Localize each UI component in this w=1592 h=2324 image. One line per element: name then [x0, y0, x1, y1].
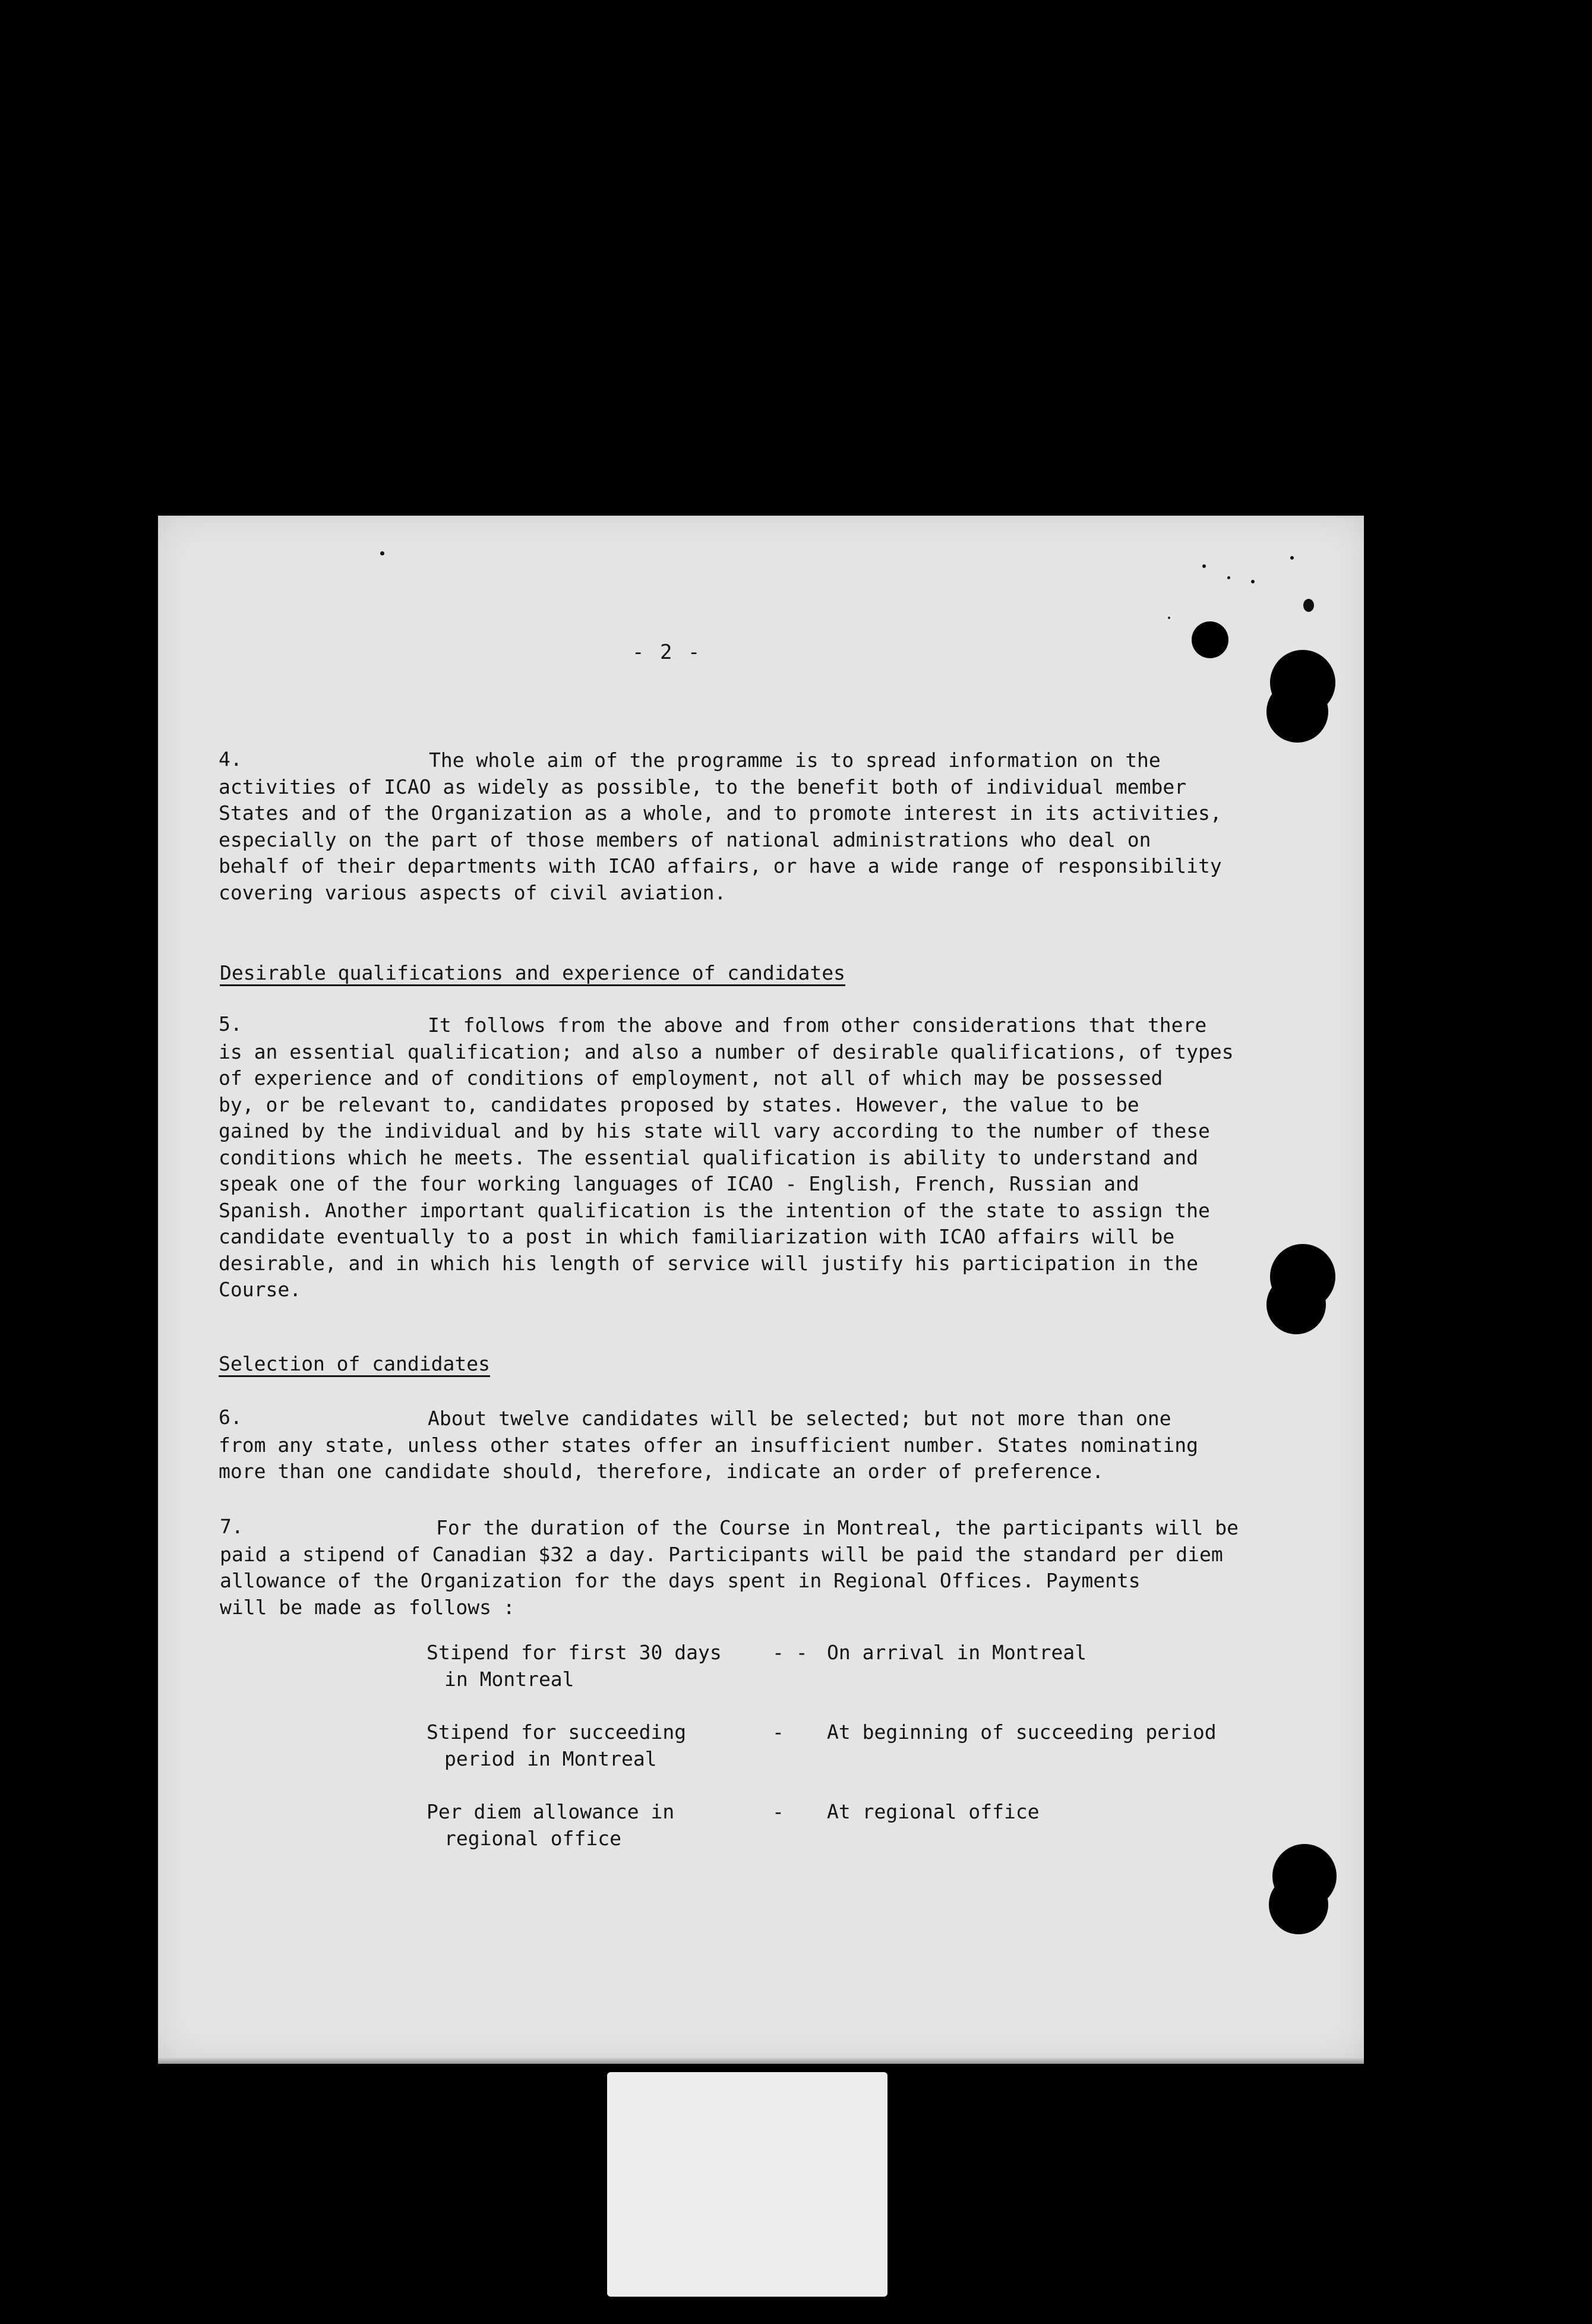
payment-item: Stipend for succeeding	[427, 1720, 687, 1744]
paragraph-line: desirable, and in which his length of service will justify his participation in the	[219, 1251, 1199, 1275]
payment-item: period in Montreal	[444, 1747, 657, 1770]
payment-row	[427, 1640, 722, 1693]
page-edge	[158, 2058, 1364, 2064]
paragraph-line: gained by the individual and by his state will vary according to the number of these	[219, 1119, 1210, 1142]
paragraph-line: conditions which he meets. The essential qualification is ability to understand and	[219, 1145, 1199, 1169]
paragraph-line: candidate eventually to a post in which familiarization with ICAO affairs will be	[219, 1225, 1175, 1248]
punch-hole	[1192, 621, 1228, 658]
paragraph-line: The whole aim of the programme is to spread information on the	[429, 749, 1161, 772]
paragraph-number: 4.	[219, 747, 242, 771]
paragraph-4	[219, 747, 1264, 906]
paragraph-6	[219, 1406, 1264, 1485]
payment-item: in Montreal	[444, 1667, 574, 1691]
speck	[1303, 599, 1314, 612]
paragraph-line: speak one of the four working languages of ICAO - English, French, Russian and	[219, 1172, 1139, 1195]
paragraph-7	[220, 1515, 1283, 1621]
payment-dash: -	[772, 1720, 784, 1744]
paragraph-line: activities of ICAO as widely as possible, to the benefit both of individual member	[219, 775, 1187, 798]
paragraph-line: About twelve candidates will be selected; but not more than one	[428, 1407, 1171, 1430]
blank-card	[607, 2072, 887, 2297]
paragraph-line: It follows from the above and from other considerations that there	[428, 1013, 1207, 1037]
speck	[380, 551, 384, 555]
paragraph-number: 6.	[219, 1406, 242, 1429]
payment-item: Stipend for first 30 days	[427, 1641, 722, 1664]
payment-item: regional office	[444, 1826, 622, 1850]
section-heading: Selection of candidates	[219, 1352, 490, 1375]
payment-row	[427, 1799, 674, 1852]
paragraph-line: by, or be relevant to, candidates proposed by states. However, the value to be	[219, 1092, 1139, 1116]
punch-hole	[1269, 1875, 1328, 1934]
paragraph-line: especially on the part of those members of national administrations who deal on	[219, 828, 1151, 851]
payment-row	[427, 1719, 686, 1772]
paragraph-line: covering various aspects of civil aviation.	[219, 880, 726, 904]
payment-when: On arrival in Montreal	[827, 1641, 1087, 1664]
speck	[1290, 556, 1294, 560]
paragraph-line: more than one candidate should, therefore, indicate an order of preference.	[219, 1460, 1104, 1483]
payment-dash: - -	[772, 1641, 808, 1664]
punch-hole	[1266, 1275, 1326, 1334]
paragraph-line: from any state, unless other states offer an insufficient number. States nominating	[219, 1433, 1199, 1457]
paragraph-line: behalf of their departments with ICAO affairs, or have a wide range of responsibility	[219, 854, 1222, 877]
paragraph-line: paid a stipend of Canadian $32 a day. Participants will be paid the standard per diem	[220, 1542, 1223, 1566]
punch-hole	[1266, 681, 1328, 743]
speck	[1202, 564, 1206, 568]
payment-item: Per diem allowance in	[427, 1800, 675, 1823]
paragraph-line: will be made as follows :	[220, 1595, 515, 1619]
speck	[1251, 580, 1255, 583]
paragraph-number: 5.	[219, 1012, 242, 1035]
payment-dash: -	[772, 1800, 784, 1823]
paragraph-line: allowance of the Organization for the days spent in Regional Offices. Payments	[220, 1569, 1141, 1592]
payment-when: At beginning of succeeding period	[827, 1720, 1217, 1744]
paragraph-number: 7.	[220, 1515, 244, 1538]
section-heading: Desirable qualifications and experience of candidates	[220, 961, 845, 984]
speck	[1168, 617, 1170, 619]
paragraph-5	[219, 1012, 1264, 1303]
page-number: - 2 -	[632, 640, 702, 664]
paragraph-line: For the duration of the Course in Montreal, the participants will be	[436, 1516, 1239, 1539]
paragraph-line: is an essential qualification; and also a number of desirable qualifications, of types	[219, 1040, 1234, 1063]
paragraph-line: of experience and of conditions of employment, not all of which may be possessed	[219, 1066, 1163, 1090]
paragraph-line: States and of the Organization as a whole, and to promote interest in its activities,	[219, 801, 1222, 825]
paragraph-line: Spanish. Another important qualification is the intention of the state to assign the	[219, 1198, 1210, 1222]
payment-when: At regional office	[827, 1800, 1040, 1823]
paragraph-line: Course.	[219, 1278, 302, 1301]
speck	[1227, 576, 1230, 579]
